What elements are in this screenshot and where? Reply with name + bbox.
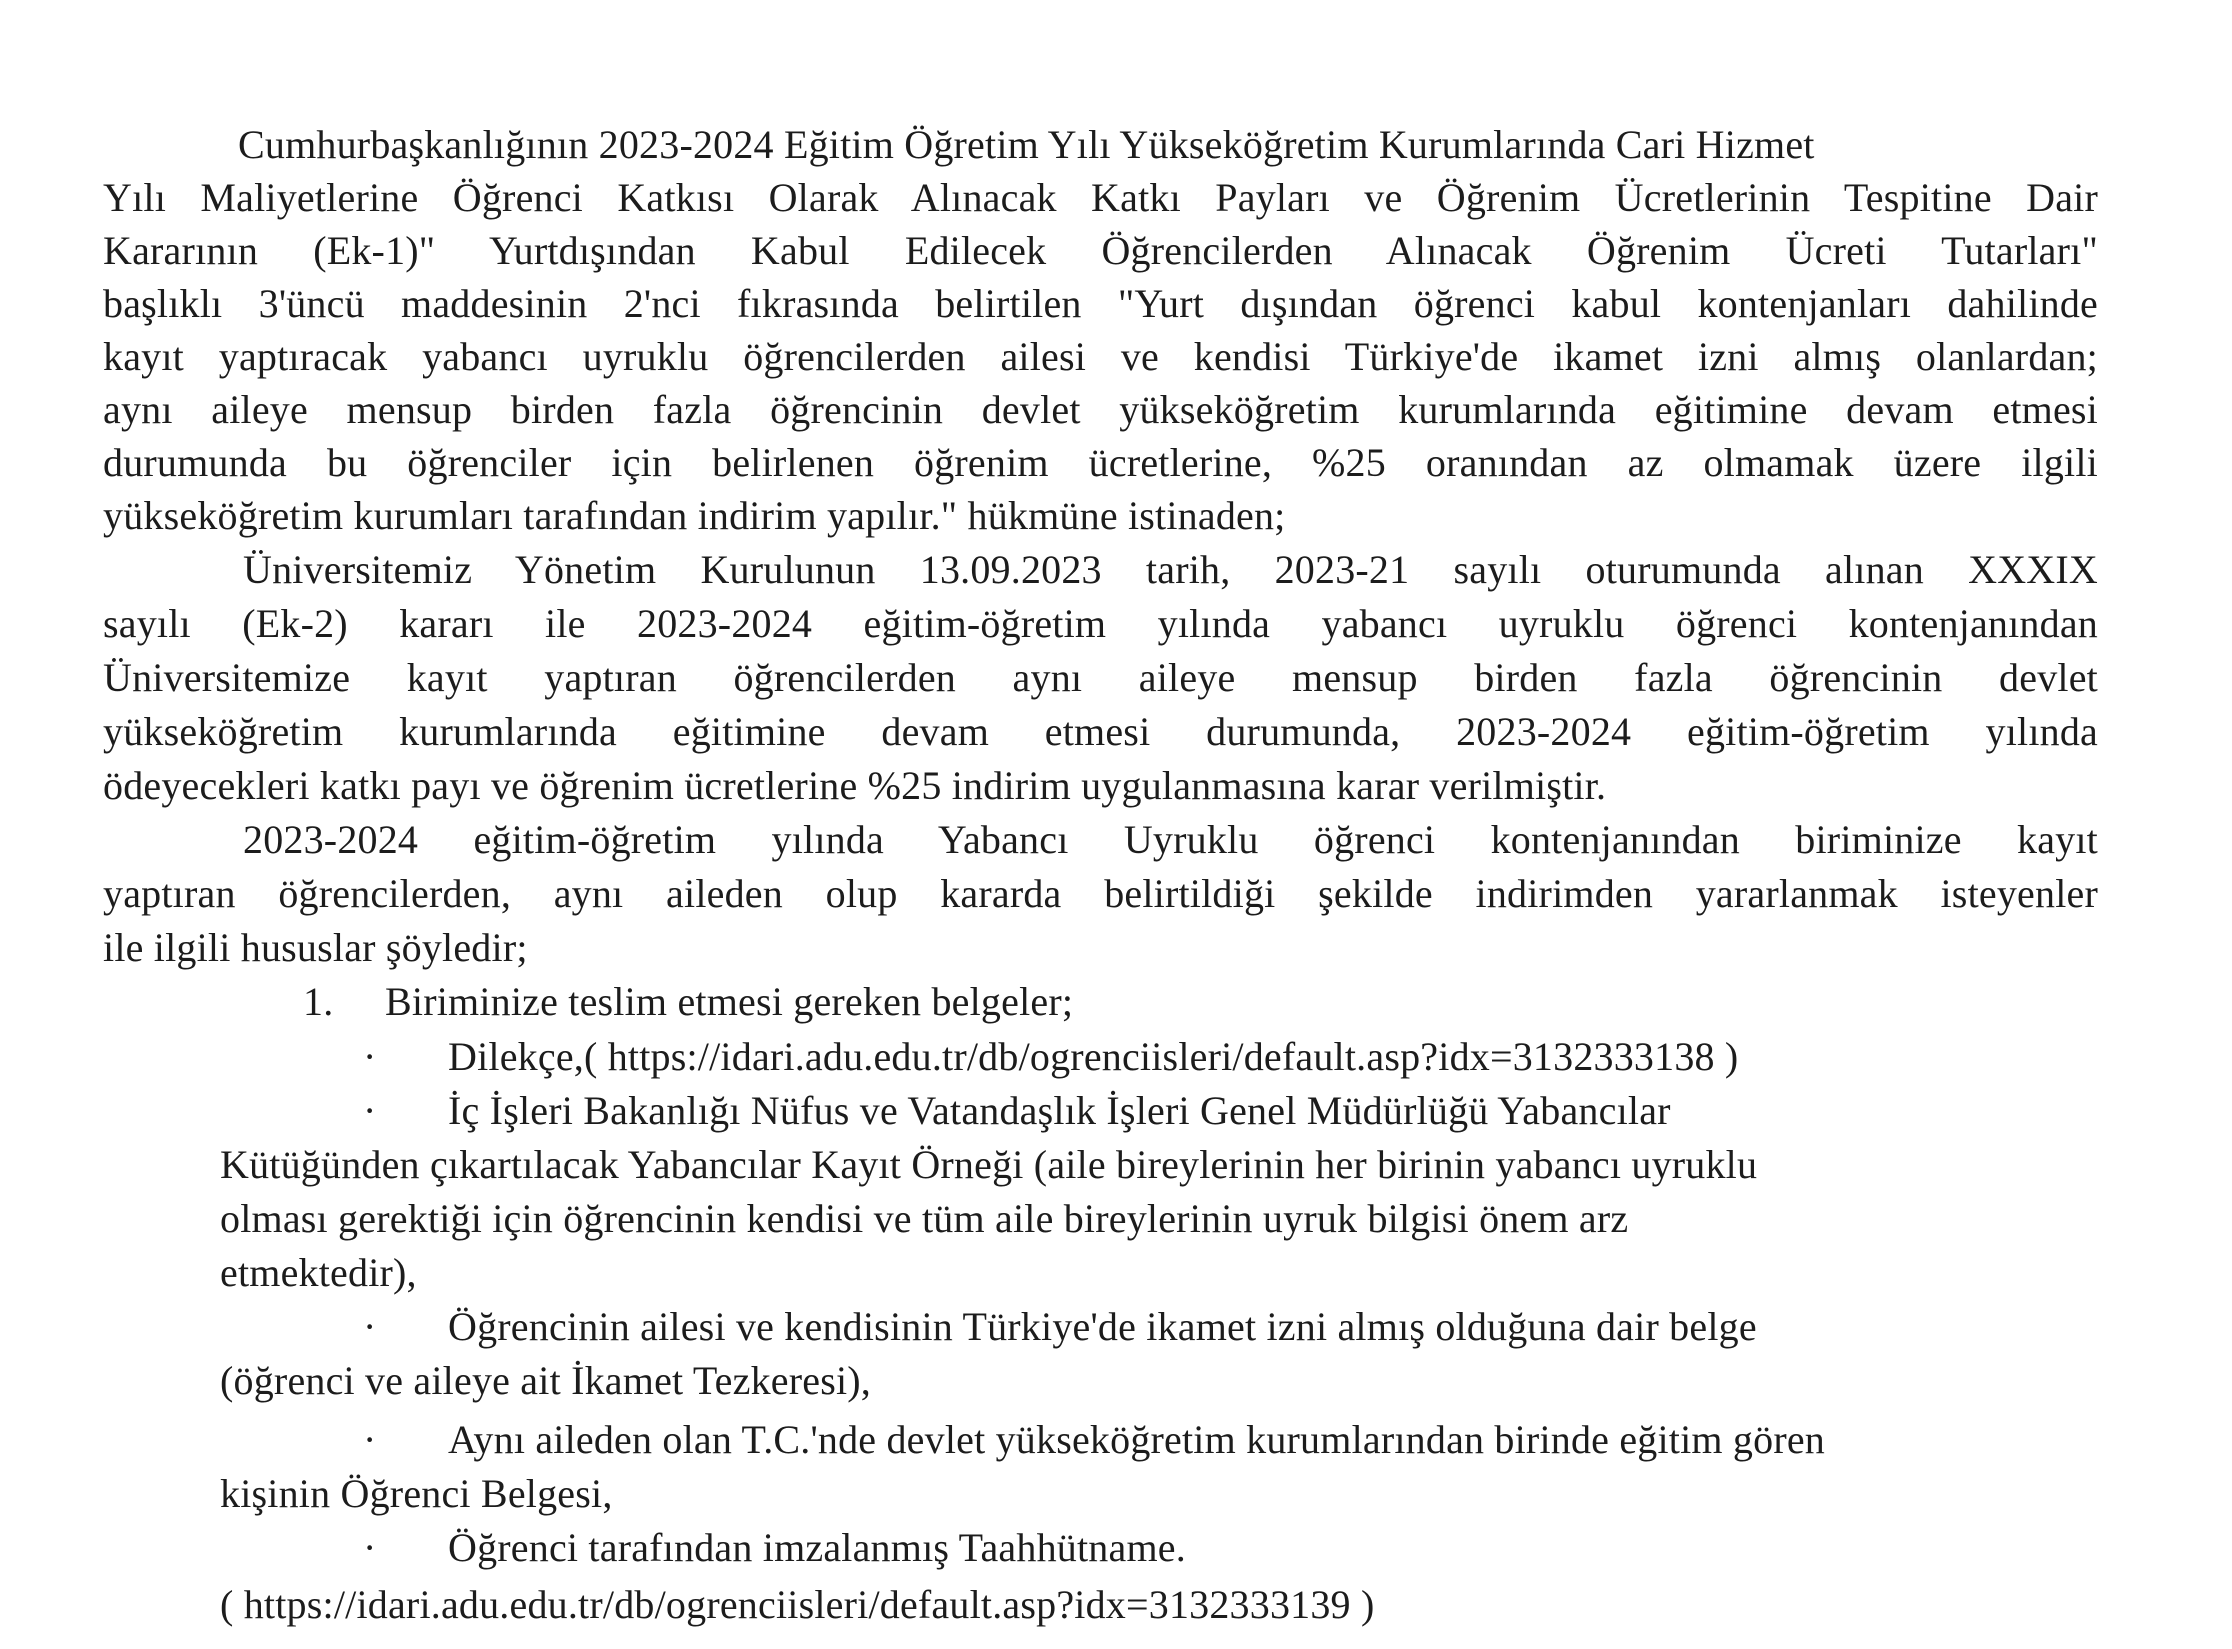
commitment-link-item[interactable]: ( https://idari.adu.edu.tr/db/ogrenciisleri/default.asp?idx=3132333139 ) [220, 1582, 1375, 1627]
bullet-dot: · [363, 1304, 377, 1349]
bullet-line: Öğrenci tarafından imzalanmış Taahhütname. [448, 1525, 1186, 1570]
paragraph1-line: Yılı Maliyetlerine Öğrenci Katkısı Olarak Alınacak Katkı Payları ve Öğrenim Ücretlerinin Tespitine Dair [103, 175, 2098, 220]
bullet-dot: · [363, 1034, 377, 1079]
bullet-dot: · [363, 1525, 377, 1570]
paragraph2-line: Üniversitemize kayıt yaptıran öğrencilerden aynı aileye mensup birden fazla öğrencinin devlet [103, 655, 2098, 700]
bullet-line: kişinin Öğrenci Belgesi, [220, 1471, 613, 1516]
bullet-dot: · [363, 1417, 377, 1462]
paragraph1-line: Cumhurbaşkanlığının 2023-2024 Eğitim Öğretim Yılı Yükseköğretim Kurumlarında Cari Hizmet [238, 122, 1815, 167]
paragraph1-line: Kararının (Ek-1)" Yurtdışından Kabul Edilecek Öğrencilerden Alınacak Öğrenim Ücreti Tutarları" [103, 228, 2098, 273]
bullet-dot: · [363, 1088, 377, 1133]
paragraph2-line: ödeyecekleri katkı payı ve öğrenim ücretlerine %25 indirim uygulanmasına karar verilmiştir. [103, 763, 1607, 808]
paragraph2-line: sayılı (Ek-2) kararı ile 2023-2024 eğitim-öğretim yılında yabancı uyruklu öğrenci kontenjanından [103, 601, 2098, 646]
paragraph2-line: Üniversitemiz Yönetim Kurulunun 13.09.2023 tarih, 2023-21 sayılı oturumunda alınan XXXIX [243, 547, 2098, 592]
paragraph1-line: aynı aileye mensup birden fazla öğrencinin devlet yükseköğretim kurumlarında eğitimine devam etmesi [103, 387, 2098, 432]
bullet-line: İç İşleri Bakanlığı Nüfus ve Vatandaşlık İşleri Genel Müdürlüğü Yabancılar [448, 1088, 1671, 1133]
bullet-line: Kütüğünden çıkartılacak Yabancılar Kayıt Örneği (aile bireylerinin her birinin yabancı uyruklu [220, 1142, 1758, 1187]
petition-link-item[interactable]: Dilekçe,( https://idari.adu.edu.tr/db/ogrenciisleri/default.asp?idx=3132333138 ) [448, 1034, 1739, 1079]
paragraph1-line: başlıklı 3'üncü maddesinin 2'nci fıkrasında belirtilen "Yurt dışından öğrenci kabul kontenjanları dahilinde [103, 281, 2098, 326]
bullet-line: (öğrenci ve aileye ait İkamet Tezkeresi), [220, 1358, 871, 1403]
bullet-line: olması gerektiği için öğrencinin kendisi ve tüm aile bireylerinin uyruk bilgisi önem arz [220, 1196, 1629, 1241]
paragraph3-line: yaptıran öğrencilerden, aynı aileden olup kararda belirtildiği şekilde indirimden yararlanmak isteyenler [103, 871, 2098, 916]
bullet-line: etmektedir), [220, 1250, 417, 1295]
list-heading: Biriminize teslim etmesi gereken belgeler; [385, 979, 1074, 1024]
bullet-line: Aynı aileden olan T.C.'nde devlet yükseköğretim kurumlarından birinde eğitim gören [448, 1417, 1826, 1462]
paragraph1-line: yükseköğretim kurumları tarafından indirim yapılır." hükmüne istinaden; [103, 493, 1286, 538]
paragraph3-line: 2023-2024 eğitim-öğretim yılında Yabancı Uyruklu öğrenci kontenjanından biriminize kayıt [243, 817, 2098, 862]
list-number: 1. [303, 979, 334, 1024]
bullet-line: Öğrencinin ailesi ve kendisinin Türkiye'de ikamet izni almış olduğuna dair belge [448, 1304, 1757, 1349]
paragraph3-line: ile ilgili hususlar şöyledir; [103, 925, 528, 970]
paragraph2-line: yükseköğretim kurumlarında eğitimine devam etmesi durumunda, 2023-2024 eğitim-öğretim yılında [103, 709, 2098, 754]
paragraph1-line: kayıt yaptıracak yabancı uyruklu öğrencilerden ailesi ve kendisi Türkiye'de ikamet izni almış olanlardan; [103, 334, 2098, 379]
paragraph1-line: durumunda bu öğrenciler için belirlenen öğrenim ücretlerine, %25 oranından az olmamak üzere ilgili [103, 440, 2098, 485]
